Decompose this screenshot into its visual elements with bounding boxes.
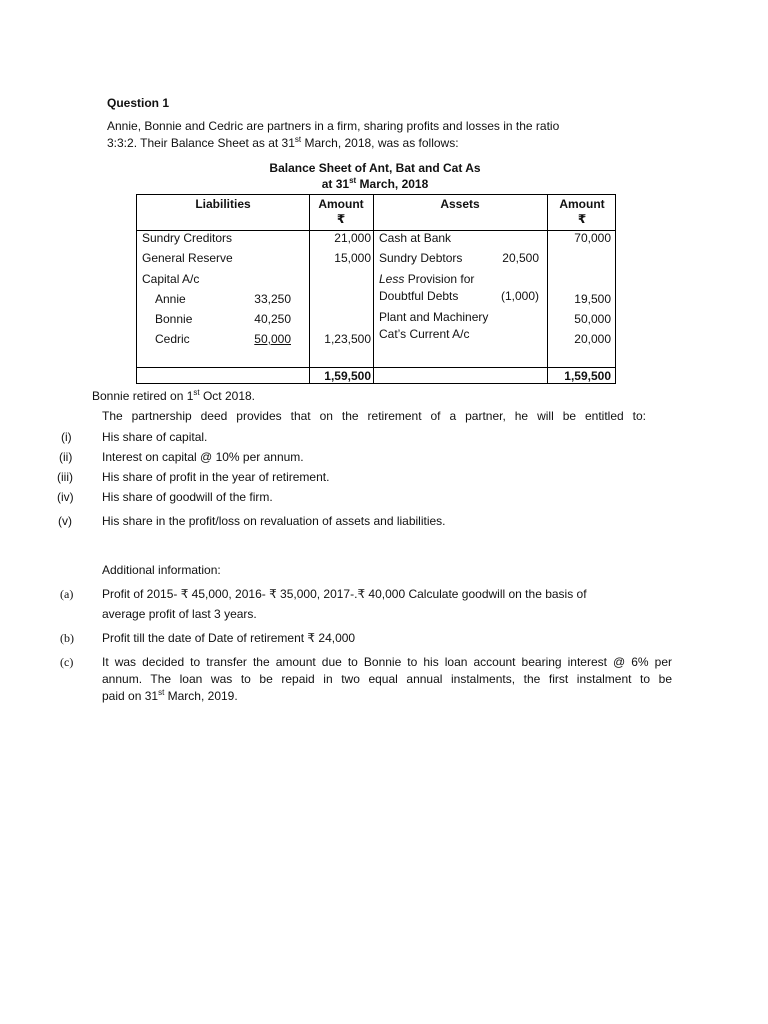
asset-plant: Plant and Machinery: [379, 310, 489, 324]
header-assets: Assets: [440, 197, 480, 211]
capital-total: 1,23,500: [324, 332, 371, 346]
asset-doubtful-debts: Doubtful Debts: [379, 289, 459, 303]
deed-text: The partnership deed provides that on the retirement of a partner, he will be entitled to:: [102, 409, 646, 423]
partner-annie: Annie: [155, 292, 186, 306]
header-amount-1: Amount: [318, 197, 364, 211]
table-subtitle: at 31st March, 2018: [321, 176, 429, 191]
liability-reserve: General Reserve: [142, 251, 233, 265]
entitlement-num: (iv): [57, 490, 74, 504]
partner-cedric: Cedric: [155, 332, 190, 346]
intro-line-2: 3:3:2. Their Balance Sheet as at 31st March, 2018, was as follows:: [107, 135, 459, 150]
entitlement-text: His share of goodwill of the firm.: [102, 490, 273, 504]
table-title: Balance Sheet of Ant, Bat and Cat As: [269, 161, 481, 175]
entitlement-num: (v): [58, 514, 72, 528]
header-liabilities: Liabilities: [195, 197, 251, 211]
asset-cash-amount: 70,000: [574, 231, 611, 245]
asset-current-account: Cat’s Current A/c: [379, 327, 470, 341]
asset-provision: Less Provision for: [379, 272, 475, 286]
entitlement-num: (iii): [57, 470, 73, 484]
partner-annie-capital: 33,250: [254, 292, 291, 306]
asset-doubtful-value: (1,000): [500, 289, 539, 303]
additional-a-line-2: average profit of last 3 years.: [102, 607, 257, 621]
additional-a-line-1: Profit of 2015- ₹ 45,000, 2016- ₹ 35,000, 2017-.₹ 40,000 Calculate goodwill on the basis of: [102, 587, 587, 601]
liability-creditors: Sundry Creditors: [142, 231, 233, 245]
liability-capital: Capital A/c: [142, 272, 200, 286]
asset-debtors-net: 19,500: [574, 292, 611, 306]
asset-debtors: Sundry Debtors: [379, 251, 463, 265]
asset-plant-amount: 50,000: [574, 312, 611, 326]
header-amount-2: Amount: [559, 197, 605, 211]
additional-c-line-2: annum. The loan was to be repaid in two equal annual instalments, the first instalment to be: [102, 672, 672, 686]
header-rupee-1: ₹: [336, 212, 346, 226]
additional-b-text: Profit till the date of Date of retirement ₹ 24,000: [102, 631, 356, 645]
entitlement-num: (ii): [59, 450, 73, 464]
assets-total: 1,59,500: [564, 369, 611, 383]
asset-current-amount: 20,000: [574, 332, 611, 346]
additional-c-num: (c): [60, 655, 74, 669]
intro-line-1: Annie, Bonnie and Cedric are partners in a firm, sharing profits and losses in the ratio: [107, 119, 560, 133]
entitlement-num: (i): [61, 430, 72, 444]
additional-a-num: (a): [60, 587, 74, 601]
balance-sheet-table: [136, 194, 616, 384]
additional-title: Additional information:: [102, 563, 221, 577]
asset-cash: Cash at Bank: [379, 231, 452, 245]
entitlement-text: His share in the profit/loss on revaluation of assets and liabilities.: [102, 514, 446, 528]
entitlement-text: His share of capital.: [102, 430, 208, 444]
additional-c-line-1: It was decided to transfer the amount due to Bonnie to his loan account bearing interest @ 6% per: [102, 655, 672, 669]
partner-bonnie: Bonnie: [155, 312, 193, 326]
liabilities-total: 1,59,500: [324, 369, 371, 383]
liability-creditors-amount: 21,000: [334, 231, 371, 245]
partner-cedric-capital: 50,000: [254, 332, 291, 346]
entitlement-text: His share of profit in the year of retirement.: [102, 470, 330, 484]
retirement-note: Bonnie retired on 1st Oct 2018.: [92, 388, 256, 403]
header-rupee-2: ₹: [577, 212, 587, 226]
additional-c-line-3: paid on 31st March, 2019.: [102, 688, 238, 703]
additional-b-num: (b): [60, 631, 74, 645]
question-title: Question 1: [107, 96, 170, 110]
entitlement-text: Interest on capital @ 10% per annum.: [102, 450, 304, 464]
partner-bonnie-capital: 40,250: [254, 312, 291, 326]
liability-reserve-amount: 15,000: [334, 251, 371, 265]
asset-debtors-value: 20,500: [502, 251, 539, 265]
